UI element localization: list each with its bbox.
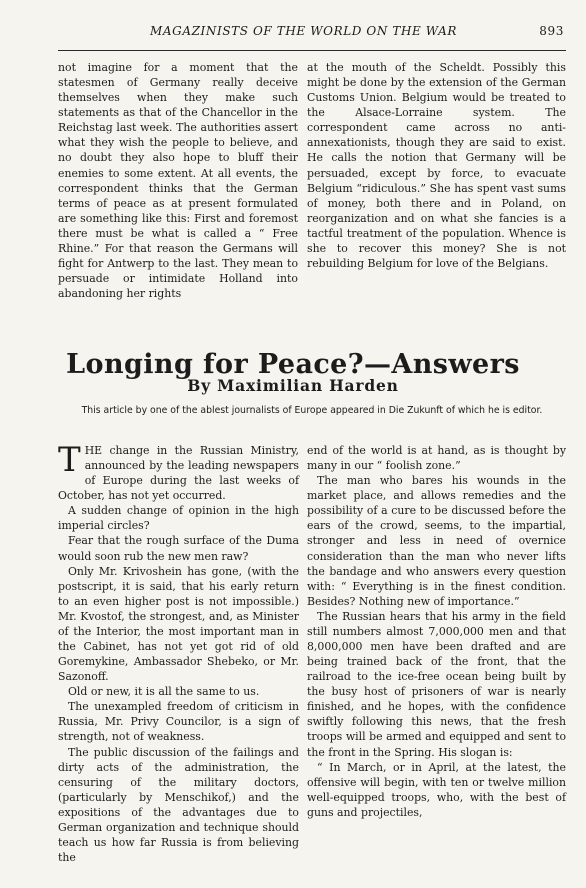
editor-note: This article by one of the ablest journalists of Europe appeared in Die Zukunft of which he is editor. xyxy=(81,405,543,416)
article-column-left xyxy=(58,440,299,865)
paragraph: “ In March, or in April, at the latest, the offensive will begin, with ten or twelve million well-equipped troops, who, with the best of guns and projectiles, xyxy=(307,760,566,819)
paragraph: not imagine for a moment that the statesmen of Germany really deceive themselves when they make such statements as that of the Chancellor in the Reichstag last week. The authorities assert what they wish the people to believe, and no doubt they also hope to bluff their enemies to some extent. At all events, the correspondent thinks that the German terms of peace as at present formulated are something like this: First and foremost there must be what is called a “ Free Rhine.” For that reason the Germans will fight for Antwerp to the last. They mean to persuade or intimidate Holland into abandoning her rights xyxy=(58,61,298,301)
paragraph: Fear that the rough surface of the Duma would soon rub the new men raw? xyxy=(58,534,299,563)
paragraph: The unexampled freedom of criticism in Russia, Mr. Privy Councilor, is a sign of strength, not of weakness. xyxy=(58,700,299,744)
paragraph: Only Mr. Krivoshein has gone, (with the postscript, it is said, that his early return to an even higher post is not impossible.) Mr. Kvostof, the strongest, and, as Minister of the Interior, the most important man in the Cabinet, has not yet got rid of old Goremykine, Ambassador Shebeko, or Mr. Sazonoff. xyxy=(58,564,299,684)
header-rule xyxy=(58,50,566,51)
running-title: MAGAZINISTS OF THE WORLD ON THE WAR xyxy=(150,24,458,38)
paragraph: A sudden change of opinion in the high imperial circles? xyxy=(58,504,299,533)
continued-column-right xyxy=(307,60,566,271)
paragraph: The Russian hears that his army in the field still numbers almost 7,000,000 men and that 8,000,000 men have been drafted and are being trained back of the front, that the railroad to the ice-free ocean being built by the busy host of prisoners of war is nearly finished, and he hopes, with the confidence swiftly following this news, that the fresh troops will be armed and equipped and sent to the front in the Spring. His slogan is: xyxy=(307,609,566,759)
paragraph: The public discussion of the failings and dirty acts of the administration, the censuring of the military doctors, (particularly by Menschikof,) and the expositions of the advantages due to German organization and technique should teach us how far Russia is from believing the xyxy=(58,745,299,865)
paragraph xyxy=(58,440,299,503)
running-header xyxy=(60,24,566,42)
paragraph: The man who bares his wounds in the market place, and allows remedies and the possibility of a cure to be discussed before the ears of the crowd, seems, to the impartial, stronger and less in need of overnice consideration than the man who never lifts the bandage and who answers every question with: “ Everything is in the finest condition. Besides? Nothing new of importance.” xyxy=(307,474,566,608)
article-title: Longing for Peace?—Answers xyxy=(66,349,520,380)
page-number: 893 xyxy=(539,24,564,38)
paragraph: at the mouth of the Scheldt. Possibly this might be done by the extension of the German Customs Union. Belgium would be treated to the Alsace-Lorraine system. The correspondent came across no anti-annexationists, though they are said to exist. He calls the notion that Germany will be persuaded, except by force, to evacuate Belgium “ridiculous.” She has spent vast sums of money, both there and in Poland, on reorganization and on what she fancies is a tactful treatment of the population. Whence is she to recover this money? She is not rebuilding Belgium for love of the Belgians. xyxy=(307,61,566,271)
drop-cap: T xyxy=(58,440,81,480)
paragraph: end of the world is at hand, as is thought by many in our “ foolish zone.” xyxy=(307,444,566,473)
paragraph-text: HE change in the Russian Ministry, announced by the leading newspapers of Europe during the last weeks of October, has not yet occurred. xyxy=(58,444,299,503)
continued-column-left xyxy=(58,60,298,301)
article-column-right xyxy=(307,443,566,820)
paragraph: Old or new, it is all the same to us. xyxy=(68,685,260,699)
article-byline: By Maximilian Harden xyxy=(187,376,399,395)
